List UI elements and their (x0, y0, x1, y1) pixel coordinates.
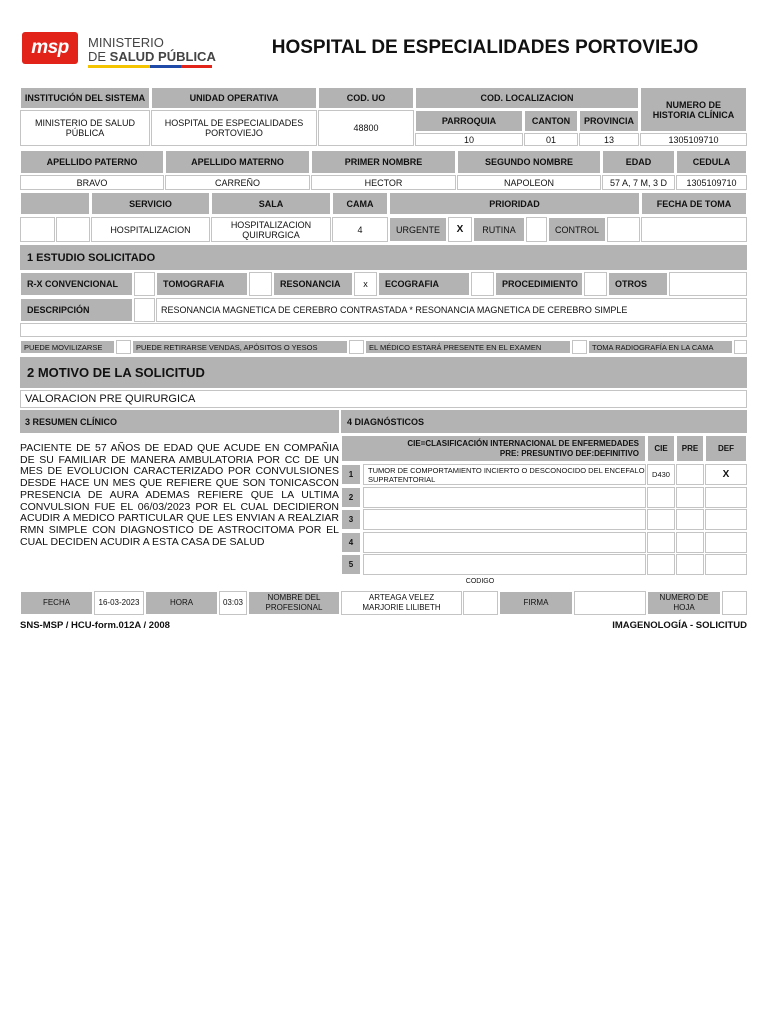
descripcion-blank (134, 298, 155, 322)
codigo-value (463, 591, 498, 615)
diag-row-number: 1 (341, 464, 361, 485)
diag-row-cie: D430 (647, 464, 675, 485)
diag-row-pre (676, 487, 704, 508)
edad-value: 57 A, 7 M, 3 D (602, 175, 675, 190)
header-cod-localizacion: COD. LOCALIZACION (415, 87, 639, 109)
diag-row-number: 4 (341, 532, 361, 553)
primer-nombre-value: HECTOR (311, 175, 456, 190)
header-unidad: UNIDAD OPERATIVA (151, 87, 317, 109)
section-motivo: 2 MOTIVO DE LA SOLICITUD (20, 357, 747, 388)
header-cedula: CEDULA (676, 150, 747, 174)
form-name: IMAGENOLOGÍA - SOLICITUD (612, 620, 747, 631)
opt-retirarse-label: PUEDE RETIRARSE VENDAS, APÓSITOS O YESOS (132, 340, 348, 354)
header-apellido-materno: APELLIDO MATERNO (165, 150, 310, 174)
msp-logo (22, 32, 78, 64)
hoja-label: NUMERO DE HOJA (647, 591, 721, 615)
fecha-label: FECHA (20, 591, 93, 615)
resonancia-checkbox[interactable]: x (354, 272, 377, 296)
header-edad: EDAD (602, 150, 675, 174)
header-servicio: SERVICIO (91, 192, 210, 215)
ecografia-label: ECOGRAFIA (378, 272, 470, 296)
diag-row-def (705, 487, 747, 508)
diag-row-description (363, 554, 646, 575)
codigo-label: CODIGO (465, 578, 495, 585)
header-def: DEF (705, 435, 747, 462)
form-code: SNS-MSP / HCU-form.012A / 2008 (20, 620, 170, 631)
profesional-value: ARTEAGA VELEZ MARJORIE LILIBETH (341, 591, 462, 615)
header-prioridad: PRIORIDAD (389, 192, 640, 215)
header-cama: CAMA (332, 192, 388, 215)
legend-line2: PRE: PRESUNTIVO DEF:DEFINITIVO (499, 448, 639, 458)
opt-cama-checkbox[interactable] (734, 340, 747, 354)
page-title: HOSPITAL DE ESPECIALIDADES PORTOVIEJO (271, 37, 699, 58)
diag-row-def: X (705, 464, 747, 485)
segundo-nombre-value: NAPOLEON (457, 175, 601, 190)
diag-row-def (705, 509, 747, 530)
hoja-value (722, 591, 747, 615)
historia-value: 1305109710 (640, 133, 747, 146)
servicio-blank-b (56, 217, 90, 242)
descripcion-value: RESONANCIA MAGNETICA DE CEREBRO CONTRASTADA * RESONANCIA MAGNETICA DE CEREBRO SIMPLE (156, 298, 747, 322)
rutina-checkbox[interactable] (526, 217, 547, 242)
diag-row-pre (676, 509, 704, 530)
diag-row-def (705, 532, 747, 553)
header-provincia: PROVINCIA (579, 110, 639, 132)
institucion-value: MINISTERIO DE SALUD PÚBLICA (20, 110, 150, 146)
urgente-checkbox[interactable]: X (448, 217, 472, 242)
urgente-label: URGENTE (389, 217, 447, 242)
control-checkbox[interactable] (607, 217, 640, 242)
header-fecha-toma: FECHA DE TOMA (641, 192, 747, 215)
firma-value (574, 591, 646, 615)
flag-blue (150, 65, 181, 68)
ministry-line2-bold: SALUD PÚBLICA (109, 49, 216, 64)
ecografia-checkbox[interactable] (471, 272, 494, 296)
diag-row-def (705, 554, 747, 575)
ministry-line2-prefix: DE (88, 49, 110, 64)
diag-row-description (363, 487, 646, 508)
diagnosticos-legend (341, 435, 646, 462)
tomografia-checkbox[interactable] (249, 272, 272, 296)
unidad-value: HOSPITAL DE ESPECIALIDADES PORTOVIEJO (151, 110, 317, 146)
opt-retirarse-checkbox[interactable] (349, 340, 364, 354)
flag-red (181, 65, 212, 68)
firma-label: FIRMA (499, 591, 573, 615)
diag-row-cie (647, 487, 675, 508)
opt-movilizarse-checkbox[interactable] (116, 340, 131, 354)
fecha-toma-value (641, 217, 747, 242)
opt-cama-label: TOMA RADIOGRAFÍA EN LA CAMA (588, 340, 733, 354)
tomografia-label: TOMOGRAFIA (156, 272, 248, 296)
diag-row-description (363, 532, 646, 553)
descripcion-label: DESCRIPCIÓN (20, 298, 133, 322)
hora-value: 03:03 (219, 591, 247, 615)
apellido-paterno-value: BRAVO (20, 175, 164, 190)
servicio-blank-a (20, 217, 55, 242)
rx-label: R-X CONVENCIONAL (20, 272, 133, 296)
ministry-line1: MINISTERIO (88, 35, 164, 50)
diag-row-description: TUMOR DE COMPORTAMIENTO INCIERTO O DESCONOCIDO DEL ENCEFALO SUPRATENTORIAL (363, 464, 646, 485)
section-diagnosticos: 4 DIAGNÓSTICOS (341, 410, 747, 433)
opt-medico-label: EL MÉDICO ESTARÁ PRESENTE EN EL EXAMEN (365, 340, 571, 354)
header-cie: CIE (647, 435, 675, 462)
header-pre: PRE (676, 435, 704, 462)
control-label: CONTROL (548, 217, 606, 242)
diag-row-cie (647, 532, 675, 553)
opt-movilizarse-label: PUEDE MOVILIZARSE (20, 340, 115, 354)
otros-value[interactable] (669, 272, 747, 296)
apellido-materno-value: CARREÑO (165, 175, 310, 190)
ministry-name (88, 36, 228, 66)
rx-checkbox[interactable] (134, 272, 155, 296)
resumen-text: PACIENTE DE 57 AÑOS DE EDAD QUE ACUDE EN COMPAÑIA DE SU FAMILIAR DE MANERA AMBULATORIA POR CC DE UN MES DE EVOLUCION CARACTERIZADO POR CONVULSIONES DESDE HACE UN MES QUE REFIERE QUE SON TONICASCON PRESENCIA DE AURA ADEMAS REFIERE QUE LA ULTIMA CONVULSION FUE EL 06/03/2023 POR EL CUAL DECIDIERON ACUDIR A MEDICO PARTICULAR QUE LES ENVIAN A REALZIAR RMN SIMPLE CON DIAGNOSTICO DE ASTROCITOMA POR EL CUAL DECIDEN ACUDIR A ESTA CASA DE SALUD (20, 442, 339, 548)
diag-row-cie (647, 554, 675, 575)
procedimiento-label: PROCEDIMIENTO (495, 272, 583, 296)
legend-line1: CIE=CLASIFICACIÓN INTERNACIONAL DE ENFERMEDADES (407, 438, 639, 448)
canton-value: 01 (524, 133, 578, 146)
diag-row-number: 2 (341, 487, 361, 508)
otros-label: OTROS (608, 272, 668, 296)
diag-row-pre (676, 554, 704, 575)
diag-row-pre (676, 464, 704, 485)
header-canton: CANTON (524, 110, 578, 132)
cod-uo-value: 48800 (318, 110, 414, 146)
diag-row-cie (647, 509, 675, 530)
fecha-value: 16-03-2023 (94, 591, 144, 615)
section-resumen: 3 RESUMEN CLÍNICO (20, 410, 339, 433)
profesional-label: NOMBRE DEL PROFESIONAL (248, 591, 340, 615)
header-apellido-paterno: APELLIDO PATERNO (20, 150, 164, 174)
diag-row-number: 3 (341, 509, 361, 530)
header-institucion: INSTITUCIÓN DEL SISTEMA (20, 87, 150, 109)
diag-row-pre (676, 532, 704, 553)
header-parroquia: PARROQUIA (415, 110, 523, 132)
header-historia: NUMERO DE HISTORIA CLÍNICA (640, 87, 747, 132)
sala-value: HOSPITALIZACION QUIRURGICA (211, 217, 331, 242)
provincia-value: 13 (579, 133, 639, 146)
diag-row-description (363, 509, 646, 530)
header-cod-uo: COD. UO (318, 87, 414, 109)
parroquia-value: 10 (415, 133, 523, 146)
flag-stripe (88, 65, 212, 68)
motivo-value: VALORACION PRE QUIRURGICA (20, 390, 747, 408)
header-primer-nombre: PRIMER NOMBRE (311, 150, 456, 174)
descripcion-extra-line (20, 323, 747, 337)
procedimiento-checkbox[interactable] (584, 272, 607, 296)
flag-yellow (88, 65, 150, 68)
resonancia-label: RESONANCIA (273, 272, 353, 296)
opt-medico-checkbox[interactable] (572, 340, 587, 354)
header-segundo-nombre: SEGUNDO NOMBRE (457, 150, 601, 174)
header-blank-1 (20, 192, 90, 215)
diag-row-number: 5 (341, 554, 361, 575)
section-estudio: 1 ESTUDIO SOLICITADO (20, 245, 747, 270)
cedula-value: 1305109710 (676, 175, 747, 190)
hora-label: HORA (145, 591, 218, 615)
rutina-label: RUTINA (473, 217, 525, 242)
servicio-value: HOSPITALIZACION (91, 217, 210, 242)
header-sala: SALA (211, 192, 331, 215)
logo-text: msp (31, 37, 69, 58)
cama-value: 4 (332, 217, 388, 242)
